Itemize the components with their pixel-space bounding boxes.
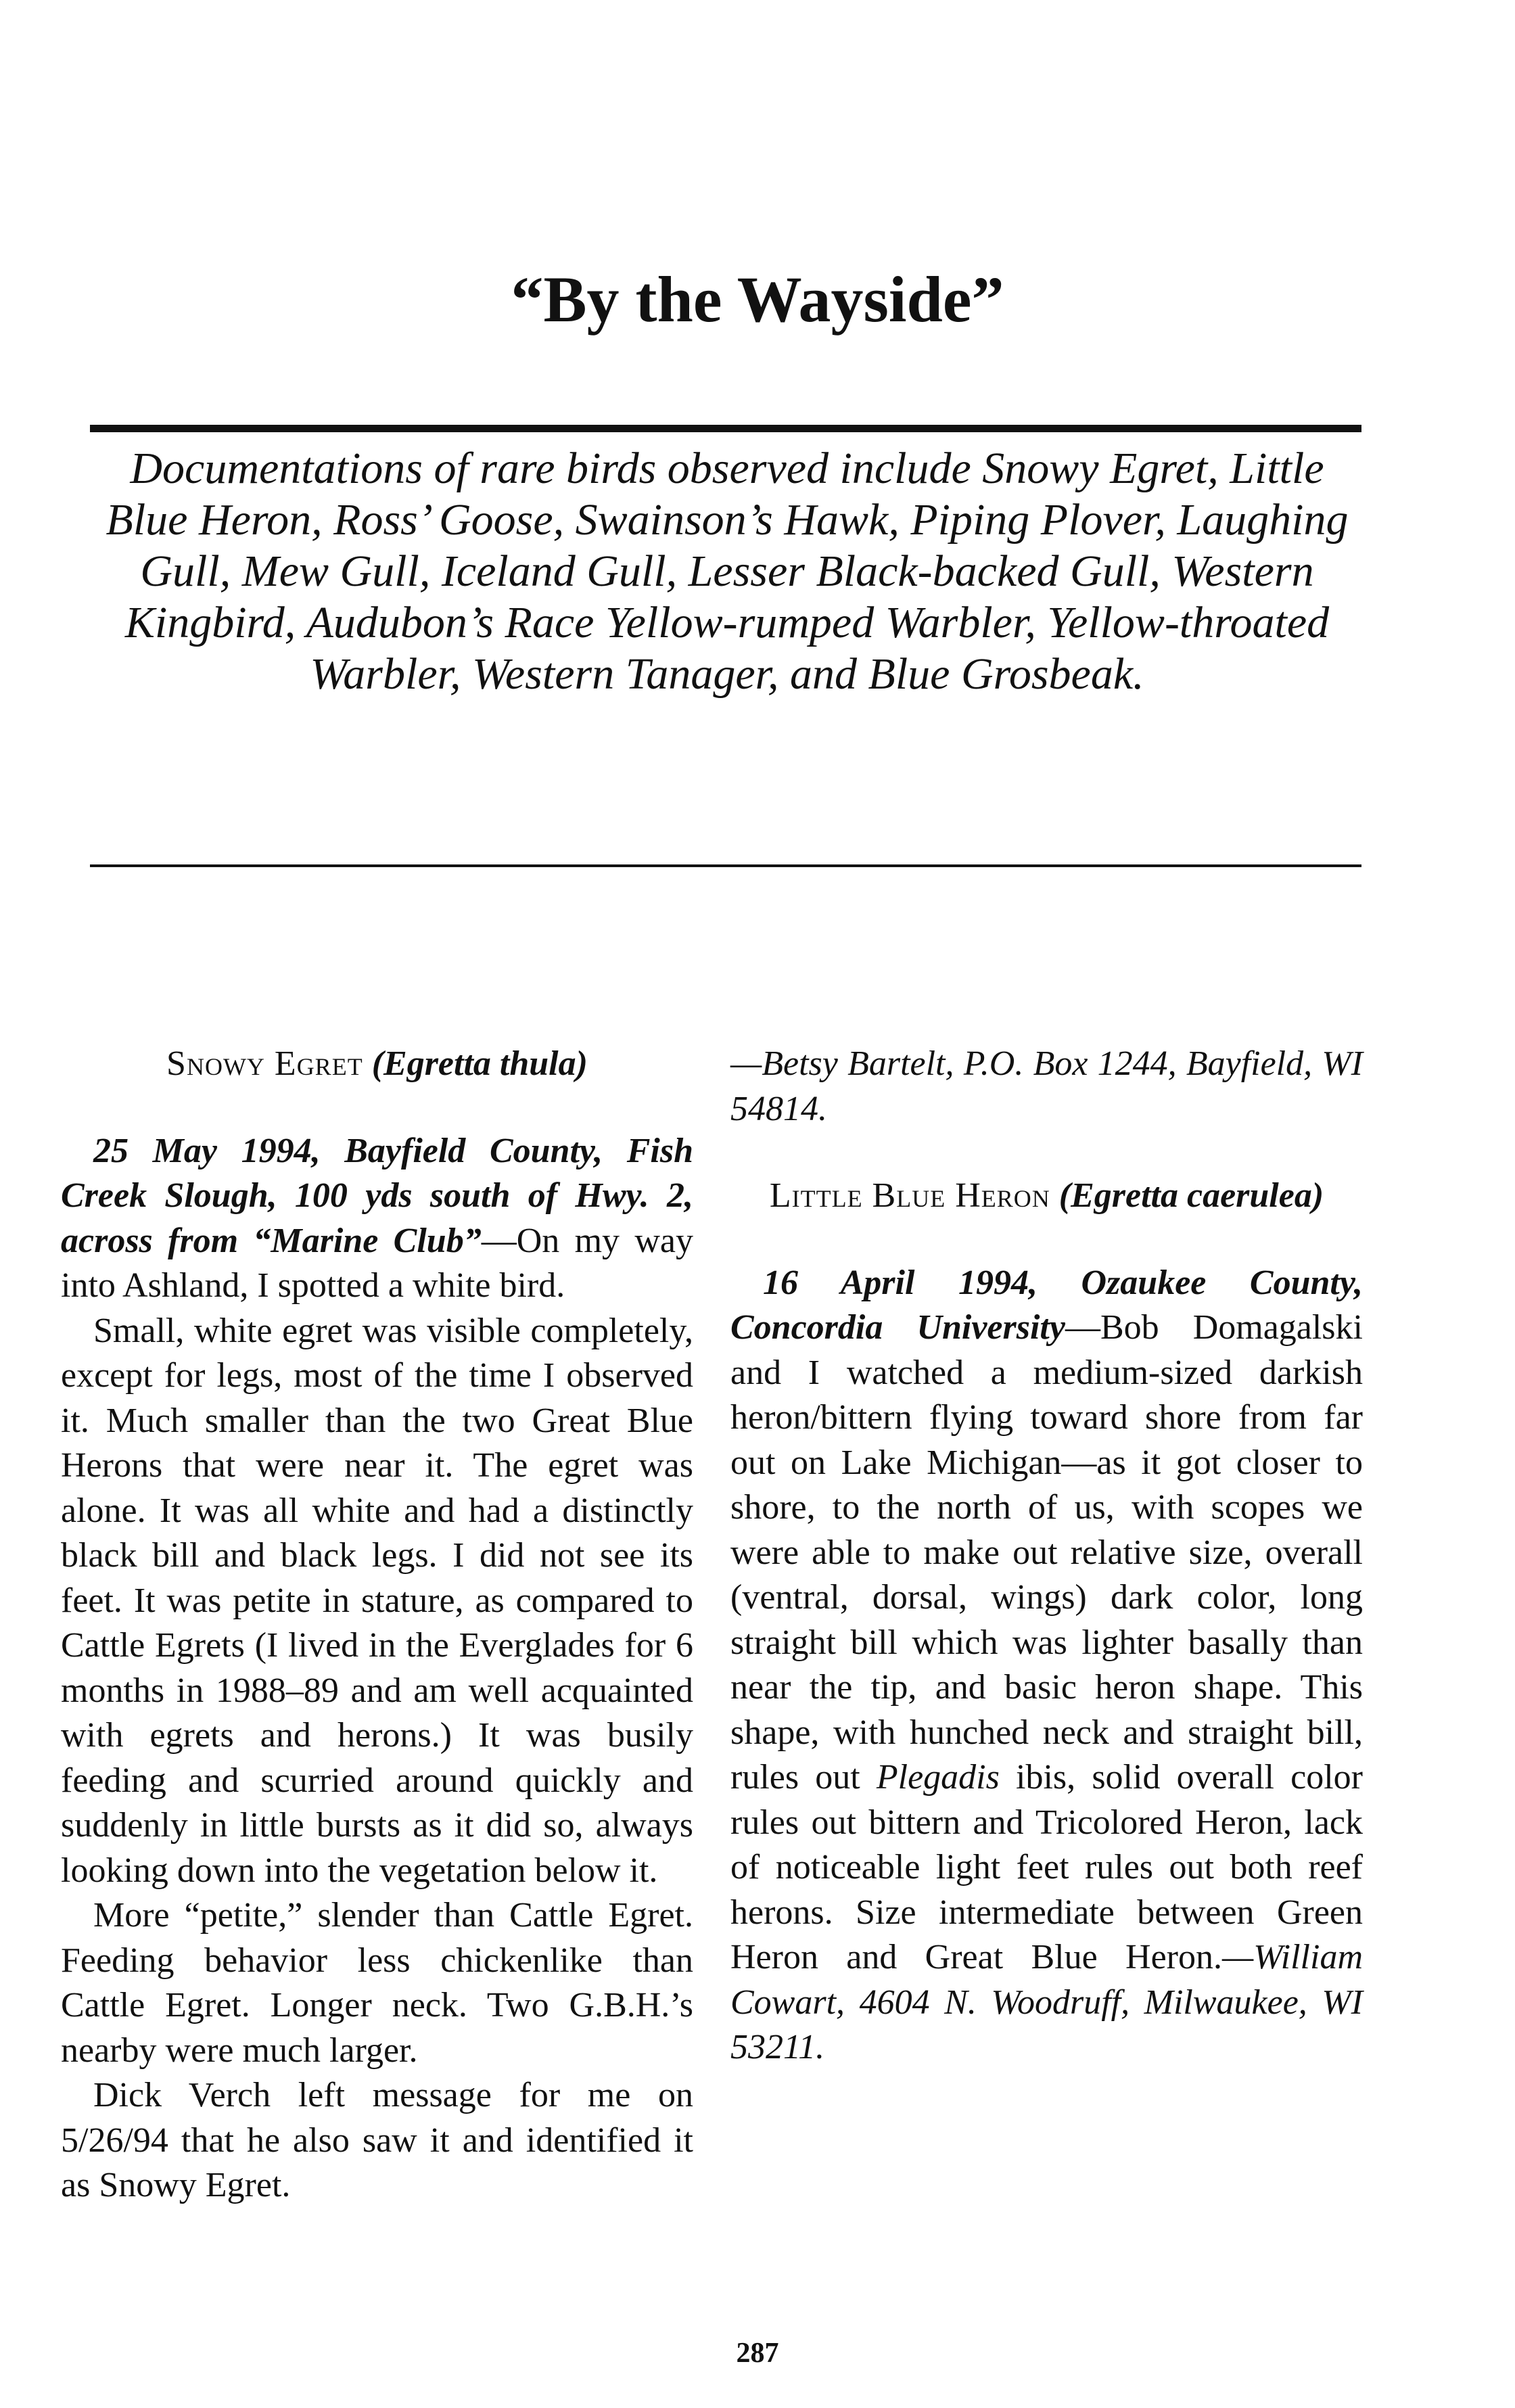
little-blue-heron-signature: —William Cowart, 4604 N. Woodruff, Milwaukee, WI 53211. (730, 1938, 1363, 2066)
snowy-egret-paragraph-1: Small, white egret was visible completely, except for legs, most of the time I observed it. Much smaller than the two Great Blue Herons that were near it. The egret was alone. It was all white and had a distinctly black bill and black legs. I did not see its feet. It was petite in stature, as compared to Cattle Egrets (I lived in the Everglades for 6 months in 1988–89 and am well acquainted with egrets and herons.) It was busily feeding and scurried around quickly and suddenly in little bursts as it did so, always looking down into the vegetation below it. (61, 1311, 693, 1890)
snowy-egret-signature: —Betsy Bartelt, P.O. Box 1244, Bayfield, WI 54814. (730, 1044, 1363, 1128)
snowy-egret-record (61, 1129, 693, 1309)
abstract: Documentations of rare birds observed include Snowy Egret, Little Blue Heron, Ross’ Goose, Swainson’s Hawk, Piping Plover, Laughing Gull, Mew Gull, Iceland Gull, Lesser Black-backed Gull, Western Kingbird, Audubon’s Race Yellow-rumped Warbler, Yellow-throated Warbler, Western Tanager, and Blue Grosbeak. (106, 444, 1349, 699)
species-name: Little Blue Heron (769, 1176, 1050, 1215)
record-text-b: ibis, solid overall color rules out bittern and Tricolored Heron, lack of noticeable light feet rules out both reef herons. Size intermediate between Green Heron and Great Blue Heron. (730, 1758, 1364, 1976)
page-number: 287 (736, 2338, 779, 2369)
header-rule-thin (90, 864, 1361, 867)
record-lead: —On my way into Ashland, I spotted a white bird. (61, 1221, 693, 1305)
column-left (61, 1042, 693, 2208)
page-title: “By the Wayside” (511, 263, 1004, 335)
record-locality: 25 May 1994, Bayfield County, Fish Creek Slough, 100 yds south of Hwy. 2, across from “Marine Club” (61, 1131, 693, 1260)
snowy-egret-heading (61, 1042, 693, 1087)
little-blue-heron-record (730, 1261, 1363, 2070)
record-text-a: —Bob Domagalski and I watched a medium-sized darkish heron/bittern flying toward shore from far out on Lake Michigan—as it got closer to shore, to the north of us, with scopes we were able to make out relative size, overall (ventral, dorsal, wings) dark color, long straight bill which was lighter basally than near the tip, and basic heron shape. This shape, with hunched neck and straight bill, rules out (730, 1308, 1363, 1797)
species-name: Snowy Egret (166, 1044, 363, 1083)
genus-name: Plegadis (876, 1758, 1000, 1797)
header-rule-thick (90, 425, 1361, 432)
snowy-egret-paragraph-3: Dick Verch left message for me on 5/26/94 that he also saw it and identified it as Snowy Egret. (61, 2076, 693, 2204)
record-locality: 16 April 1994, Ozaukee County, Concordia University (730, 1263, 1363, 1347)
snowy-egret-paragraph-2: More “petite,” slender than Cattle Egret. Feeding behavior less chickenlike than Cattle Egret. Longer neck. Two G.B.H.’s nearby were much larger. (61, 1896, 693, 2070)
latin-name: (Egretta thula) (371, 1044, 588, 1083)
column-right (730, 1042, 1363, 2070)
latin-name: (Egretta caerulea) (1058, 1176, 1324, 1215)
little-blue-heron-heading (730, 1174, 1363, 1219)
